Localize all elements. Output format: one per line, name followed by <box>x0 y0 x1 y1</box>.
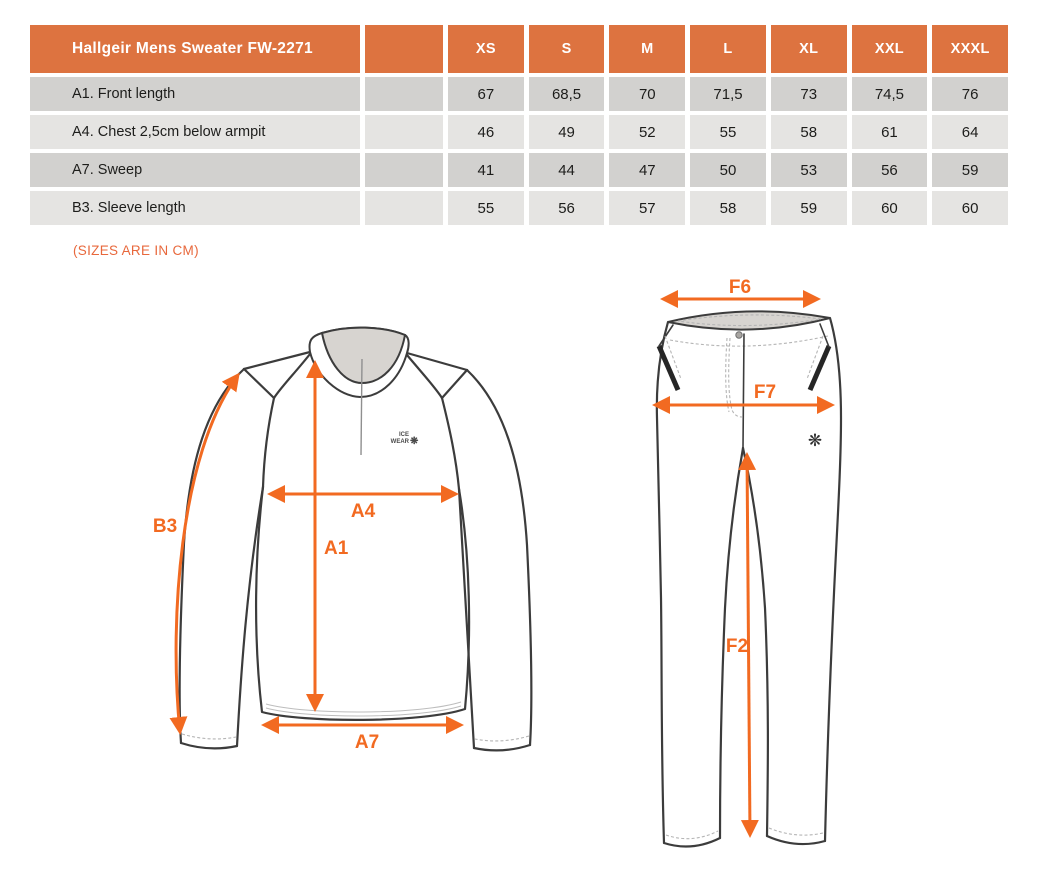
col-header-xs: XS <box>448 25 524 73</box>
cell-value: 64 <box>932 115 1008 149</box>
size-chart-table <box>30 25 1008 225</box>
cell-value: 58 <box>690 191 766 225</box>
right-pocket-welt <box>810 346 829 390</box>
b3-label: B3 <box>152 516 178 537</box>
cell-value: 70 <box>609 77 685 111</box>
col-header-m: M <box>609 25 685 73</box>
col-header-s: S <box>529 25 605 73</box>
a7-label: A7 <box>354 732 380 753</box>
sweater-outline <box>180 328 532 751</box>
cell-value: 57 <box>609 191 685 225</box>
cell-value: 41 <box>448 153 524 187</box>
cell-value: 58 <box>771 115 847 149</box>
f7-label: F7 <box>753 382 777 403</box>
cell-value: 56 <box>852 153 928 187</box>
cell-value: 68,5 <box>529 77 605 111</box>
cell-value: 60 <box>852 191 928 225</box>
row-label-sweep: A7. Sweep <box>30 153 360 187</box>
col-header-xxxl: XXXL <box>932 25 1008 73</box>
sizes-unit-note: (SIZES ARE IN CM) <box>73 243 199 258</box>
cell-value: 52 <box>609 115 685 149</box>
a4-label: A4 <box>350 501 376 522</box>
zipper-line <box>361 359 362 455</box>
row-label-chest: A4. Chest 2,5cm below armpit <box>30 115 360 149</box>
snowflake-icon: ❋ <box>410 436 419 447</box>
col-header-xl: XL <box>771 25 847 73</box>
row-spacer <box>365 191 443 225</box>
cell-value: 67 <box>448 77 524 111</box>
a1-label: A1 <box>324 538 349 559</box>
cell-value: 61 <box>852 115 928 149</box>
logo-text-top: ICE <box>398 432 409 438</box>
row-spacer <box>365 153 443 187</box>
cell-value: 73 <box>771 77 847 111</box>
waist-button <box>736 332 742 338</box>
row-spacer <box>365 77 443 111</box>
left-pocket-welt <box>659 346 678 390</box>
waist-opening <box>668 311 830 329</box>
cell-value: 56 <box>529 191 605 225</box>
cell-value: 60 <box>932 191 1008 225</box>
icewear-logo <box>391 432 419 447</box>
cell-value: 59 <box>932 153 1008 187</box>
table-title: Hallgeir Mens Sweater FW-2271 <box>30 25 360 73</box>
row-label-front-length: A1. Front length <box>30 77 360 111</box>
sweater-measure-arrows <box>153 363 461 753</box>
cell-value: 50 <box>690 153 766 187</box>
cell-value: 46 <box>448 115 524 149</box>
snowflake-icon: ❋ <box>807 431 823 450</box>
sweater-measurement-diagram <box>143 295 573 775</box>
logo-text-bottom: WEAR <box>390 439 409 445</box>
cell-value: 44 <box>529 153 605 187</box>
center-front-seam <box>743 334 744 448</box>
f2-label: F2 <box>725 636 749 657</box>
cell-value: 74,5 <box>852 77 928 111</box>
row-label-sleeve-length: B3. Sleeve length <box>30 191 360 225</box>
cell-value: 76 <box>932 77 1008 111</box>
table-header-spacer <box>365 25 443 73</box>
col-header-l: L <box>690 25 766 73</box>
cell-value: 49 <box>529 115 605 149</box>
cell-value: 55 <box>690 115 766 149</box>
pants-measurement-diagram <box>640 278 865 873</box>
col-header-xxl: XXL <box>852 25 928 73</box>
cell-value: 47 <box>609 153 685 187</box>
cell-value: 53 <box>771 153 847 187</box>
cell-value: 55 <box>448 191 524 225</box>
f6-label: F6 <box>728 278 752 298</box>
cell-value: 71,5 <box>690 77 766 111</box>
b3-arrow <box>176 375 238 732</box>
row-spacer <box>365 115 443 149</box>
cell-value: 59 <box>771 191 847 225</box>
